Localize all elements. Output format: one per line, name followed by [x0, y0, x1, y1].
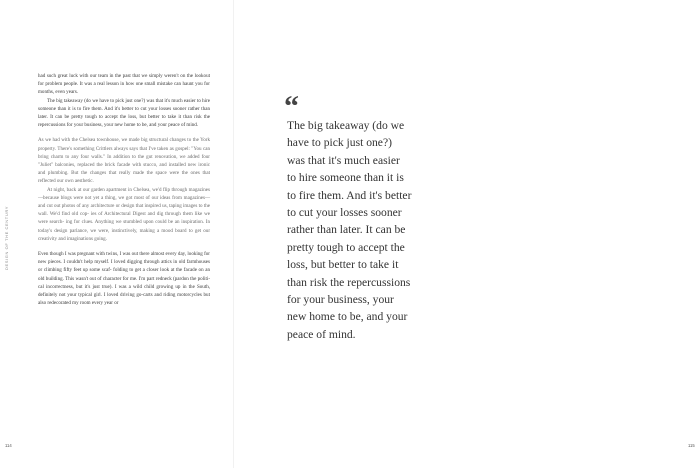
- pull-quote-line: for your business, your: [287, 293, 394, 307]
- body-line: of our ideas from magazines—and cut out photos of any architecture: [38, 194, 210, 210]
- body-line: on the lookout for problem people. It was a real lesson in how one: [38, 73, 210, 88]
- body-line: taken as gospel: "You can bring charm to any four walls." In addition: [38, 145, 210, 160]
- body-line: through attics in old farmhouses or climbing fifty feet up some scaf-: [38, 259, 210, 274]
- body-line: accept the loss, but better to take it than risk the repercussions for: [38, 114, 210, 129]
- pull-quote-line: The big takeaway (do we: [287, 119, 405, 132]
- pull-quote: [287, 117, 437, 343]
- pull-quote-line: was that it's much easier: [287, 153, 400, 167]
- quote-mark-icon: “: [284, 90, 299, 123]
- body-line: folding to get a closer look at the facade on an old building. This: [38, 267, 210, 282]
- page-number-left: 114: [5, 443, 12, 448]
- body-line: cal incorrectness, but it's just true). I was a wild child growing up in: [38, 283, 187, 290]
- pull-quote-line: peace of mind.: [287, 327, 356, 341]
- body-text: [38, 72, 210, 307]
- body-line: to the York property. There's something Crittlers always says that I've: [38, 137, 211, 152]
- running-head: DESIGN OF THE CENTURY: [4, 206, 9, 271]
- body-paragraph: [38, 186, 210, 243]
- body-line: the changes that really made the space were the ones that reflected our: [38, 170, 211, 185]
- body-line: ing for clues. Anything we stumbled upon could be an inspiration. In: [65, 219, 211, 226]
- pull-quote-line: loss, but better to take it: [287, 258, 399, 272]
- body-line: As we had with the Chelsea townhouse, we made big structural changes: [38, 137, 186, 144]
- body-line: The big takeaway (do we have to pick just one?) was that it's: [47, 97, 171, 104]
- body-line: to cut your losses sooner rather than later. It can be pretty tough to: [38, 105, 210, 121]
- body-paragraph: [38, 72, 210, 97]
- body-line: and riding motorcycles but also redecorated my room every year or: [38, 292, 210, 307]
- pull-quote-line: to cut your losses sooner: [287, 206, 402, 220]
- body-line: had such great luck with our team in the past that we simply weren't: [38, 73, 179, 79]
- body-line: much easier to hire someone than it is to fire them. And it's better: [38, 97, 211, 112]
- body-line: own aesthetic.: [64, 178, 94, 185]
- pull-quote-line: have to pick just one?): [287, 136, 392, 150]
- pull-quote-line: to fire them. And it's better: [287, 188, 412, 202]
- page-number-right: 115: [688, 443, 695, 448]
- body-line: At night, back at our garden apartment in Chelsea, we'd flip: [47, 186, 170, 193]
- body-line: brick facade with stucco, and installed new ironic and plumbing. But: [38, 162, 210, 177]
- body-line: wasn't out of character for me. I'm part redneck (pardon the politi-: [75, 275, 210, 282]
- body-line: your business, your new home to be, and your peace of mind.: [73, 122, 199, 129]
- body-line: small mistake can haunt you for months, even years.: [38, 81, 210, 96]
- body-line: day, looking for new pieces. I couldn't help myself. I loved digging: [38, 251, 210, 266]
- left-page: [0, 0, 234, 468]
- pull-quote-line: rather than later. It can be: [287, 223, 406, 237]
- pull-quote-line: than risk the repercussions: [287, 275, 411, 289]
- body-line: to the gut renovation, we added four "Juliet" balconies, replaced the: [38, 153, 210, 169]
- body-line: or design that inspired us, taping images to the wall. We'd find old cop-: [38, 203, 210, 218]
- body-line: to get our creativity and imaginations going.: [38, 227, 211, 242]
- body-line: today's design parlance, we were, instinctively, making a mood board: [38, 227, 187, 234]
- body-line: Even though I was pregnant with twins, I was out there almost every: [38, 251, 177, 258]
- body-line: the South, definitely not your typical girl. I loved driving go-carts: [38, 283, 211, 299]
- body-line: through magazines—because blogs were not yet a thing, we got most: [38, 186, 210, 201]
- body-line: ies of Architectural Digest and dig through them like we were search-: [38, 211, 210, 226]
- body-paragraph: [38, 136, 210, 185]
- pull-quote-line: to hire someone than it is: [287, 171, 404, 185]
- pull-quote-line: new home to be, and your: [287, 310, 408, 324]
- body-paragraph: [38, 250, 210, 307]
- pull-quote-line: pretty tough to accept the: [287, 240, 405, 254]
- body-paragraph: [38, 97, 210, 130]
